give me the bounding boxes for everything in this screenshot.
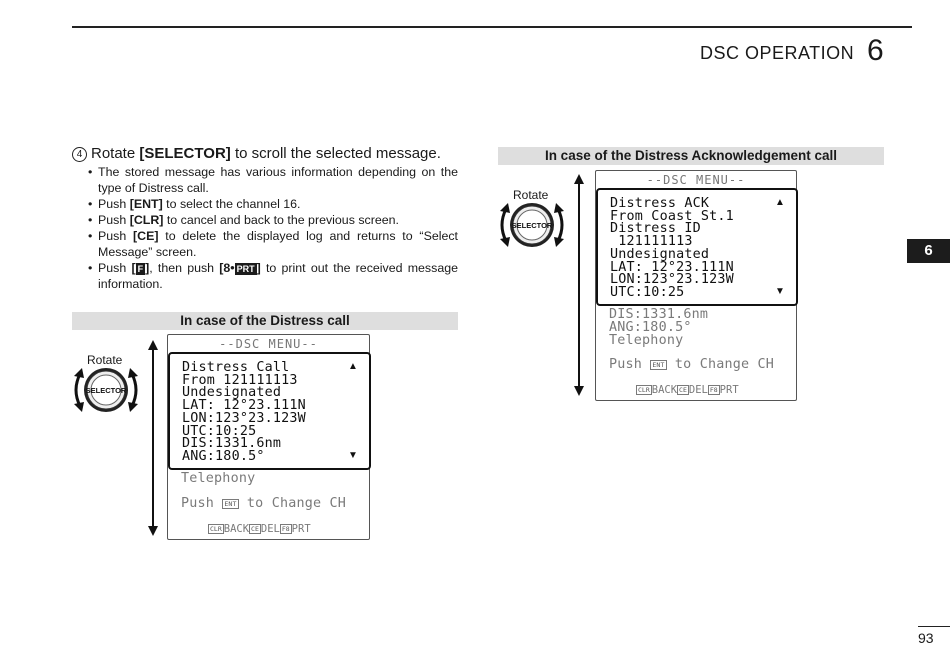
section-number: 6 <box>867 34 884 67</box>
lcd-line: LAT: 12°23.111N <box>182 398 306 414</box>
f-key-icon: F <box>137 264 144 274</box>
bullet-4-post: to delete the displayed log and returns to “Select Message” screen. <box>98 229 459 259</box>
lcd-selected-region <box>596 188 798 306</box>
lcd-line: Distress ACK <box>610 196 710 211</box>
step-key: [SELECTOR] <box>139 145 231 162</box>
lcd-screen <box>595 170 797 401</box>
bullet-2 <box>88 196 458 212</box>
bullet-4-pre: Push <box>98 229 134 243</box>
footer-del: DEL <box>688 384 708 396</box>
step-instruction <box>72 145 441 162</box>
distress-call-caption: In case of the Distress call <box>72 312 458 330</box>
lcd-line: Undesignated <box>182 385 282 401</box>
bullet-2-pre: Push <box>98 197 130 211</box>
lcd-menu-title: --DSC MENU-- <box>646 173 746 187</box>
distress-ack-caption: In case of the Distress Acknowledgement call <box>498 147 884 165</box>
clr-key-icon: CLR <box>210 525 222 533</box>
lcd-footer <box>636 384 739 396</box>
lcd-line: Distress Call <box>182 360 290 375</box>
push-pre: Push <box>181 496 223 511</box>
lcd-line: From Coast St.1 <box>610 208 734 224</box>
instruction-list <box>88 164 458 292</box>
lcd-line: 121111113 <box>610 234 693 250</box>
lcd-menu-title: --DSC MENU-- <box>219 337 318 351</box>
f-key-open: [ <box>131 261 136 275</box>
bullet-1 <box>88 164 458 196</box>
bullet-3-pre: Push <box>98 213 130 227</box>
ce-key: [CE] <box>133 229 159 243</box>
f8-key-icon: F8 <box>281 525 290 533</box>
push-post: to Change CH <box>666 357 775 372</box>
selector-knob-icon <box>70 362 142 418</box>
ent-key-icon: ENT <box>652 361 665 369</box>
clr-key: [CLR] <box>129 213 164 227</box>
bullet-2-post: to select the channel 16. <box>162 197 301 211</box>
bullet-3 <box>88 212 458 228</box>
scroll-down-icon: ▼ <box>348 450 358 461</box>
lcd-footer <box>208 523 311 535</box>
lcd-grey-line: Telephony <box>181 471 256 486</box>
chapter-tab: 6 <box>907 239 950 263</box>
step-post: to scroll the selected message. <box>230 145 441 162</box>
scroll-down-icon: ▼ <box>775 286 785 297</box>
bullet-1-text: The stored message has various information depending on the type of Distress call. <box>98 165 458 195</box>
scroll-up-icon: ▲ <box>348 361 358 372</box>
section-title: DSC OPERATION <box>700 43 855 63</box>
lcd-line: Distress ID <box>610 221 701 237</box>
footer-prt: PRT <box>291 523 311 535</box>
rotate-label: Rotate <box>87 353 123 367</box>
step-number: 4 <box>72 147 87 162</box>
lcd-line: ANG:180.5° <box>182 448 265 464</box>
ce-key-icon: CE <box>251 525 259 533</box>
bullet-5-mid: , then push <box>149 261 220 275</box>
prt-key-icon: PRT <box>236 264 255 274</box>
lcd-line: LON:123°23.123W <box>610 272 734 288</box>
page-number: 93 <box>918 630 934 646</box>
footer-rule <box>918 626 950 627</box>
ent-key: [ENT] <box>129 197 163 211</box>
lcd-grey-line: ANG:180.5° <box>609 319 692 335</box>
footer-back: BACK <box>223 523 250 535</box>
lcd-selected-region <box>168 352 371 470</box>
scroll-up-icon: ▲ <box>775 197 785 208</box>
footer-prt: PRT <box>719 384 739 396</box>
lcd-line: UTC:10:25 <box>182 423 257 439</box>
push-pre: Push <box>609 357 651 372</box>
scroll-arrow-icon <box>574 174 584 396</box>
bullet-5 <box>88 260 458 292</box>
lcd-grey-line: Telephony <box>609 332 684 348</box>
rotate-label: Rotate <box>513 188 549 202</box>
bullet-5-post: to print out the received message information. <box>98 261 458 291</box>
prt-key-open: [8• <box>219 261 235 275</box>
clr-key-icon: CLR <box>638 386 650 394</box>
lcd-line: From 121111113 <box>182 372 298 388</box>
selector-knob-icon <box>496 197 568 253</box>
scroll-arrow-icon <box>148 340 158 536</box>
header-rule <box>72 26 912 28</box>
bullet-3-post: to cancel and back to the previous screen. <box>163 213 399 227</box>
lcd-grey-line: DIS:1331.6nm <box>609 307 709 322</box>
lcd-line: UTC:10:25 <box>610 284 685 300</box>
lcd-screen <box>167 334 370 540</box>
lcd-line: LAT: 12°23.111N <box>610 259 734 275</box>
knob-label: SELECTOR <box>511 221 553 230</box>
lcd-line: DIS:1331.6nm <box>182 436 282 452</box>
ent-key-icon: ENT <box>224 500 237 508</box>
bullet-4 <box>88 228 458 260</box>
step-pre: Rotate <box>91 145 140 162</box>
lcd-line: LON:123°23.123W <box>182 410 306 426</box>
ce-key-icon: CE <box>679 386 687 394</box>
prt-key-close: ] <box>256 261 261 275</box>
f8-key-icon: F8 <box>709 386 718 394</box>
lcd-line: Undesignated <box>610 246 710 262</box>
lcd-push-line <box>609 359 774 372</box>
f-key-close: ] <box>145 261 150 275</box>
lcd-push-line <box>181 498 346 511</box>
push-post: to Change CH <box>238 496 347 511</box>
knob-label: SELECTOR <box>85 386 127 395</box>
footer-del: DEL <box>260 523 280 535</box>
bullet-5-pre: Push <box>98 261 132 275</box>
footer-back: BACK <box>651 384 678 396</box>
